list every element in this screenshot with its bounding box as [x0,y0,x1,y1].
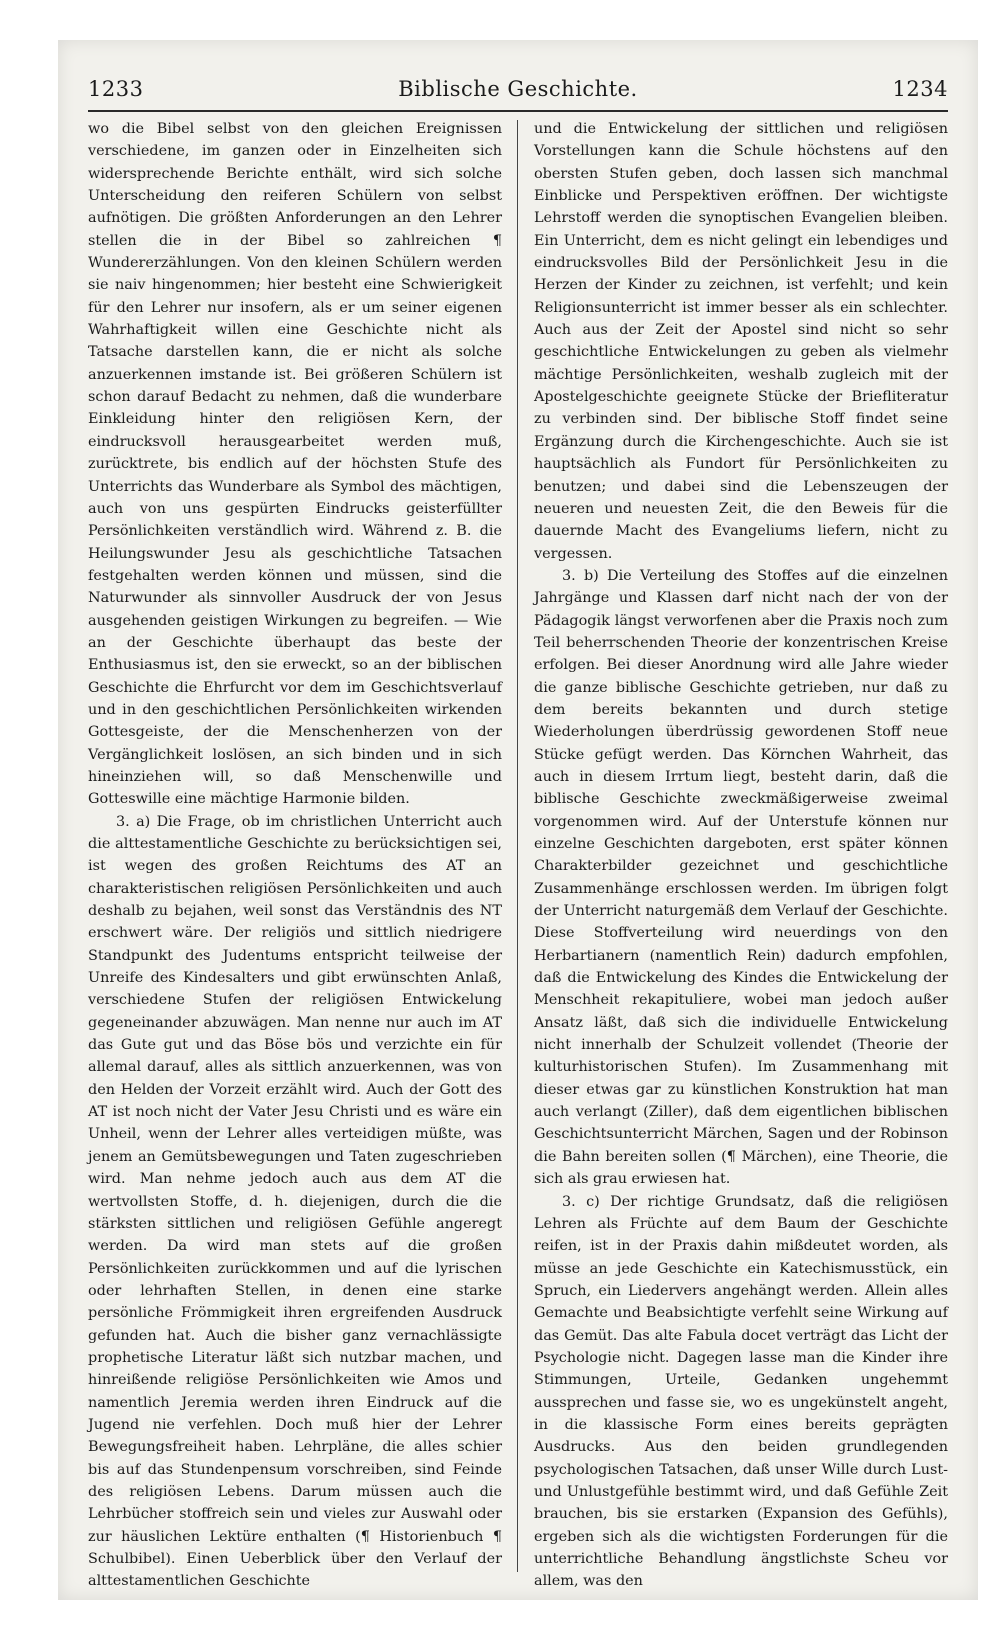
header-rule [88,110,948,112]
book-page [58,40,978,1600]
paragraph: 3. a) Die Frage, ob im christlichen Unterricht auch die alttestamentliche Geschichte zu berücksichtigen sei, ist wegen des großen Reichtums des AT an charakteristischen religiösen Persönlichkeiten und auch deshalb zu bejahen, weil sonst das Verständnis des NT erschwert wäre. Der religiös und sittlich niedrigere Standpunkt des Judentums entspricht teilweise der Unreife des Kindesalters und gibt erwünschten Anlaß, verschiedene Stufen der religiösen Entwickelung gegeneinander abzuwägen. Man nenne nur auch im AT das Gute gut und das Böse bös und verzichte ein für allemal darauf, alles als sittlich anzuerkennen, was von den Helden der Vorzeit erzählt wird. Auch der Gott des AT ist noch nicht der Vater Jesu Christi und es wäre ein Unheil, wenn der Lehrer alles verteidigen müßte, was jenem an Gemütsbewegungen und Taten zugeschrieben wird. Man nehme jedoch auch aus dem AT die wertvollsten Stoffe, d. h. diejenigen, durch die die stärksten sittlichen und religiösen Gefühle angeregt werden. Da wird man stets auf die großen Persönlichkeiten zurückkommen und auf die lyrischen oder lehrhaften Stellen, in denen eine starke persönliche Frömmigkeit ihren ergreifenden Ausdruck gefunden hat. Auch die bisher ganz vernachlässigte prophetische Literatur läßt sich nutzbar machen, und hinreißende religiöse Persönlichkeiten wie Amos und namentlich Jeremia werden ihren Eindruck auf die Jugend nie verfehlen. Doch muß hier der Lehrer Bewegungsfreiheit haben. Lehrpläne, die alles schier bis auf das Stundenpensum vorschreiben, sind Feinde des religiösen Lebens. Darum müssen auch die Lehrbücher stoffreich sein und vieles zur Auswahl oder zur häuslichen Lektüre enthalten (¶ Historienbuch ¶ Schulbibel). Einen Ueberblick über den Verlauf der alttestamentlichen Geschichte [88,813,502,1590]
paragraph: und die Entwickelung der sittlichen und religiösen Vorstellungen kann die Schule höchstens auf den obersten Stufen geben, doch lassen sich manchmal Einblicke und Perspektiven eröffnen. Der wichtigste Lehrstoff werden die synoptischen Evangelien bleiben. Ein Unterricht, dem es nicht gelingt ein lebendiges und eindrucksvolles Bild der Persönlichkeit Jesu in die Herzen der Kinder zu zeichnen, ist verfehlt; und kein Religionsunterricht ist immer besser als ein schlechter. Auch aus der Zeit der Apostel sind nicht so sehr geschichtliche Entwickelungen zu geben als vielmehr mächtige Persönlichkeiten, weshalb zugleich mit der Apostelgeschichte geeignete Stücke der Briefliteratur zu verbinden sind. Der biblische Stoff findet seine Ergänzung durch die Kirchengeschichte. Auch sie ist hauptsächlich als Fundort für Persönlichkeiten zu benutzen; und dabei sind die Lebenszeugen der neueren und neuesten Zeit, die den Beweis für die dauernde Macht des Evangeliums liefern, nicht zu vergessen. [534,121,948,562]
running-title: Biblische Geschichte. [398,77,638,101]
page-number-left: 1233 [88,77,144,101]
running-header [88,74,948,104]
paragraph: 3. b) Die Verteilung des Stoffes auf die einzelnen Jahrgänge und Klassen darf nicht nach der von der Pädagogik längst verworfenen aber die Praxis noch zum Teil beherrschenden Theorie der konzentrischen Kreise erfolgen. Bei dieser Anordnung wird alle Jahre wieder die ganze biblische Geschichte getrieben, nur daß zu dem bereits bekannten und durch stetige Wiederholungen überdrüssig gewordenen Stoff neue Stücke gefügt werden. Das Körnchen Wahrheit, das auch in diesem Irrtum liegt, besteht darin, daß die biblische Geschichte zweckmäßigerweise zweimal vorgenommen wird. Auf der Unterstufe können nur einzelne Geschichten dargeboten, erst später können Charakterbilder gezeichnet und geschichtliche Zusammenhänge erschlossen werden. Im übrigen folgt der Unterricht naturgemäß dem Verlauf der Geschichte. Diese Stoffverteilung wird neuerdings von den Herbartianern (namentlich Rein) dadurch empfohlen, daß die Entwickelung des Kindes die Entwickelung der Menschheit rekapituliere, wobei man jedoch außer Ansatz läßt, daß sich die individuelle Entwickelung nicht innerhalb der Schulzeit vollendet (Theorie der kulturhistorischen Stufen). Im Zusammenhang mit dieser etwas gar zu künstlichen Konstruktion hat man auch verlangt (Ziller), daß dem eigentlichen biblischen Geschichtsunterricht Märchen, Sagen und der Robinson die Bahn bereiten sollen (¶ Märchen), eine Theorie, die sich als grau erwiesen hat. [534,567,948,1188]
paragraph: 3. c) Der richtige Grundsatz, daß die religiösen Lehren als Früchte auf dem Baum der Geschichte reifen, ist in der Praxis dahin mißdeutet worden, als müsse an jede Geschichte ein Katechismusstück, ein Spruch, ein Liedervers angehängt werden. Allein alles Gemachte und Beabsichtigte verfehlt seine Wirkung auf das Gemüt. Das alte Fabula docet verträgt das Licht der Psychologie nicht. Dagegen lasse man die Kinder ihre Stimmungen, Urteile, Gedanken ungehemmt aussprechen und fasse sie, wo es ungekünstelt angeht, in die klassische Form eines bereits geprägten Ausdrucks. Aus den beiden grundlegenden psychologischen Tatsachen, daß unser Wille durch Lust- und Unlustgefühle bestimmt wird, und daß Gefühle Zeit brauchen, bis sie erstarken (Expansion des Gefühls), ergeben sich als die wichtigsten Forderungen für die unterrichtliche Behandlung ängstlichste Scheu vor allem, was den [534,1193,948,1590]
left-column [88,118,502,1593]
paragraph: wo die Bibel selbst von den gleichen Ereignissen verschiedene, im ganzen oder in Einzelheiten sich widersprechende Berichte enthält, wird sich solche Unterscheidung den reiferen Schülern von selbst aufnötigen. Die größten Anforderungen an den Lehrer stellen die in der Bibel so zahlreichen ¶ Wundererzählungen. Von den kleinen Schülern werden sie naiv hingenommen; hier besteht eine Schwierigkeit für den Lehrer nur insofern, als er um seiner eigenen Wahrhaftigkeit willen eine Geschichte nicht als Tatsache darstellen kann, die er nicht als solche anzuerkennen imstande ist. Bei größeren Schülern ist schon darauf Bedacht zu nehmen, daß die wunderbare Einkleidung hinter den religiösen Kern, der eindrucksvoll herausgearbeitet werden muß, zurücktrete, bis endlich auf der höchsten Stufe des Unterrichts das Wunderbare als Symbol des mächtigen, auch von uns gespürten Eindrucks geisterfüllter Persönlichkeiten verständlich wird. Während z. B. die Heilungswunder Jesu als geschichtliche Tatsachen festgehalten werden können und müssen, sind die Naturwunder als sinnvoller Ausdruck der von Jesus ausgehenden geistigen Wirkungen zu begreifen. — Wie an der Geschichte überhaupt das beste der Enthusiasmus ist, den sie erweckt, so an der biblischen Geschichte die Ehrfurcht vor dem im Geschichtsverlauf und in den geschichtlichen Persönlichkeiten wirkenden Gottesgeiste, der die Menschenherzen von der Vergänglichkeit loslösen, an sich binden und in sich hineinziehen will, so daß Menschenwille und Gotteswille eine mächtige Harmonie bilden. [88,121,502,808]
right-column [534,118,948,1593]
column-divider [517,120,518,1572]
page-number-right: 1234 [892,77,948,101]
